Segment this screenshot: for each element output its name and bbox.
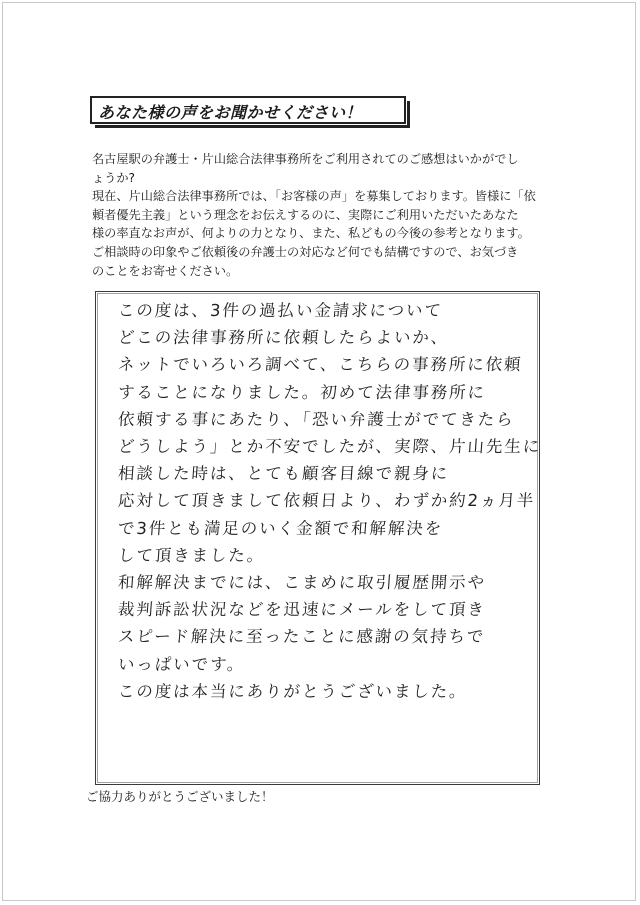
handwritten-line: スピード解決に至ったことに感謝の気持ちで [117,627,486,647]
intro-line: ご相談時の印象やご依頼後の弁護士の対応など何でも結構ですので、お気づき [92,244,519,259]
handwritten-comment [117,297,542,705]
intro-line: 名古屋駅の弁護士・片山総合法律事務所をご利用されてのご感想はいかがでし [92,152,519,166]
handwritten-line: して頂きました。 [117,545,266,565]
handwritten-line: ネットでいろいろ調べて、こちらの事務所に依頼 [117,355,524,375]
handwritten-line: この度は本当にありがとうございました。 [117,681,469,701]
footer-thanks: ご協力ありがとうございました！ [86,789,274,804]
handwritten-line: 応対して頂きまして依頼日より、わずか約2ヵ月半 [117,491,536,511]
page-title: あなた様の声をお聞かせください！ [98,103,363,122]
intro-line: 様の率直なお声が、何よりの力となり、また、私どもの今後の参考となります。 [92,226,530,241]
handwritten-line: 和解解決までには、こまめに取引履歴開示や [117,573,487,593]
intro-line: 頼者優先主義」という理念をお伝えするのに、実際にご利用いただいたあなた [92,207,519,222]
handwritten-line: どうしよう」とか不安でしたが、実際、片山先生に [117,437,542,457]
handwritten-line: いっぱいです。 [117,654,247,674]
handwritten-line: この度は、3件の過払い金請求について [117,301,444,320]
intro-line: のことをお寄せください。 [92,263,239,278]
handwritten-line: どこの法律事務所に依頼したらよいか、 [117,328,450,348]
handwritten-line: することになりました。初めて法律事務所に [117,382,487,402]
handwritten-line: で3件とも満足のいく金額で和解解決を [117,518,444,538]
title-box [90,96,406,124]
handwritten-line: 裁判訴訟状況などを迅速にメールをして頂き [117,600,487,620]
handwritten-line: 相談した時は、とても顧客目線で親身に [117,464,450,484]
intro-paragraph [92,150,562,280]
intro-line: ょうか? [92,170,136,185]
handwritten-line: 依頼する事にあたり、「恐い弁護士がでてきたら [117,409,516,429]
intro-line: 現在、片山総合法律事務所では、「お客様の声」を募集しております。皆様に「依 [92,189,536,204]
